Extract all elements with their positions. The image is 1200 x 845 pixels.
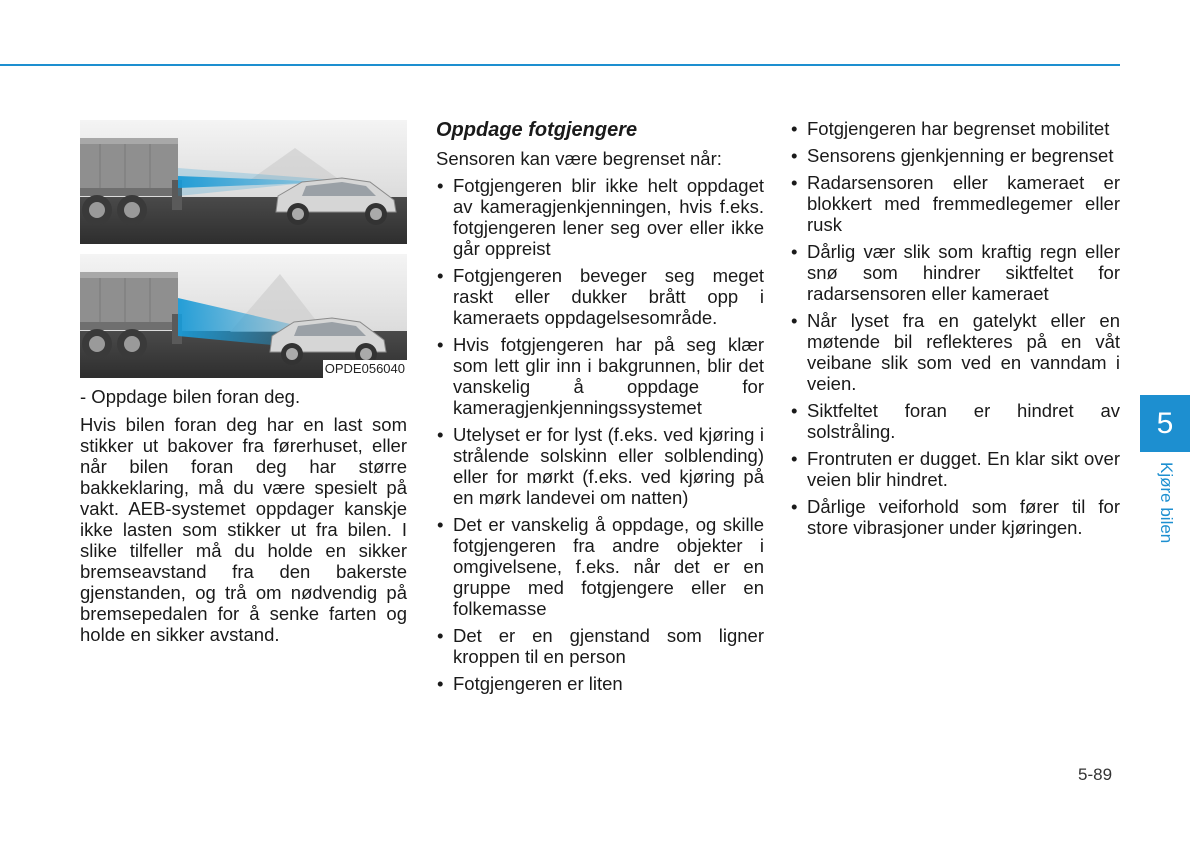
list-item: • Dårlig vær slik som kraftig regn eller snø som hindrer siktfeltet for radarsensoren eller kameraet [790, 241, 1120, 304]
list-item: • Sensorens gjenkjenning er begrenset [790, 145, 1120, 166]
figure-caption: - Oppdage bilen foran deg. [80, 386, 301, 407]
list-item: • Fotgjengeren har begrenset mobilitet [790, 118, 1120, 139]
right-column [790, 118, 1120, 544]
list-item: • Det er en gjenstand som ligner kroppen til en person [436, 625, 764, 667]
left-column [80, 120, 407, 645]
list-item: • Hvis fotgjengeren har på seg klær som lett glir inn i bakgrunnen, blir det vanskelig å oppdage for kameragjenkjenningssystemet [436, 334, 764, 418]
list-item: • Radarsensoren eller kameraet er blokkert med fremmedlegemer eller rusk [790, 172, 1120, 235]
chapter-number-tab: 5 [1140, 395, 1190, 452]
middle-column [436, 118, 764, 700]
list-item: • Fotgjengeren er liten [436, 673, 764, 694]
section-intro: Sensoren kan være begrenset når: [436, 148, 722, 169]
list-item: • Fotgjengeren blir ikke helt oppdaget av kameragjenkjenningen, hvis f.eks. fotgjengeren lener seg over eller ikke går oppreist [436, 175, 764, 259]
list-item: • Det er vanskelig å oppdage, og skille fotgjengeren fra andre objekter i omgivelsene, f.eks. når det er en gruppe med fotgjengere eller en folkemasse [436, 514, 764, 619]
list-item: • Frontruten er dugget. En klar sikt over veien blir hindret. [790, 448, 1120, 490]
middle-bullet-list [436, 175, 764, 694]
right-bullet-list [790, 118, 1120, 538]
list-item: • Siktfeltet foran er hindret av solstråling. [790, 400, 1120, 442]
list-item: • Når lyset fra en gatelykt eller en møtende bil reflekteres på en våt veibane slik som ved en vanndam i veien. [790, 310, 1120, 394]
chapter-title: Kjøre bilen [1157, 462, 1176, 544]
header-rule [0, 64, 1120, 66]
list-item: • Utelyset er for lyst (f.eks. ved kjøring i strålende solskinn eller solblending) eller for mørkt (f.eks. ved kjøring på en mørk landevei om natten) [436, 424, 764, 508]
figure-code: OPDE056040 [324, 361, 405, 376]
aeb-illustration [80, 120, 407, 378]
illustration-panel-top [80, 120, 407, 244]
left-paragraph: Hvis bilen foran deg har en last som stikker ut bakover fra førerhuset, eller når bilen foran deg har større bakkeklaring, må du være spesielt på vakt. AEB-systemet oppdager kanskje ikke lasten som stikker ut fra bilen. I slike tilfeller må du holde en sikker bremseavstand fra den bakerste gjenstanden, og trå om nødvendig på bremsepedalen for å senke farten og holde en sikker avstand. [80, 414, 407, 645]
list-item: • Dårlige veiforhold som fører til for store vibrasjoner under kjøringen. [790, 496, 1120, 538]
page-number: 5-89 [1078, 765, 1113, 784]
list-item: • Fotgjengeren beveger seg meget raskt eller dukker brått opp i kameraets oppdagelsesområde. [436, 265, 764, 328]
section-title: Oppdage fotgjengere [436, 119, 638, 141]
